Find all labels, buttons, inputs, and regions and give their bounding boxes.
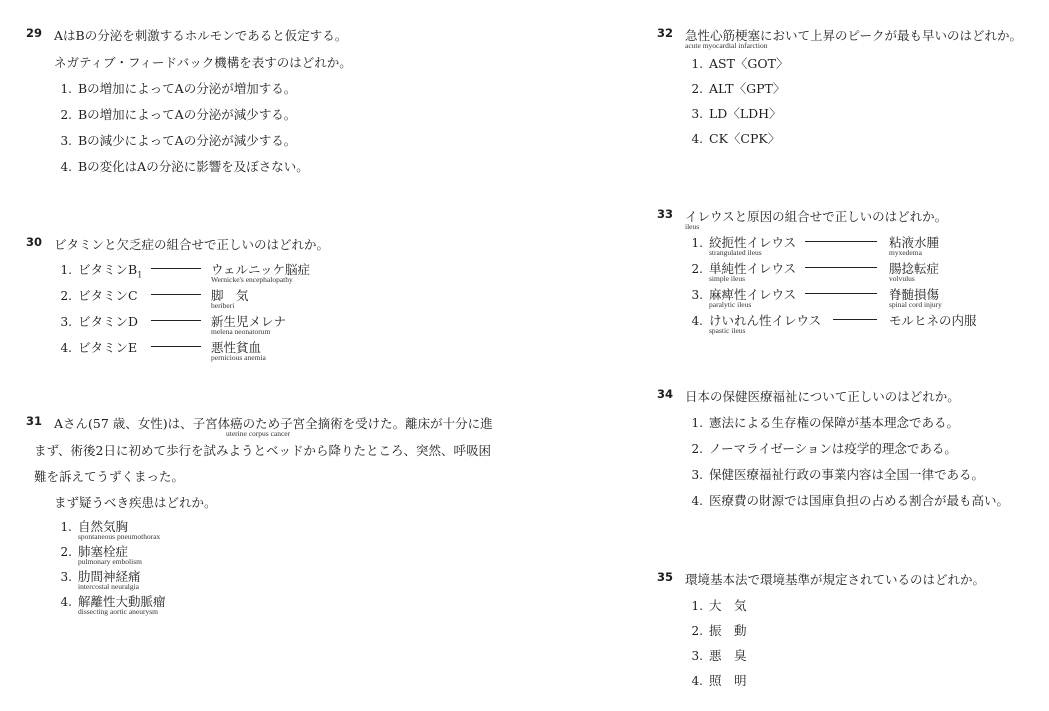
pair-connector: [151, 294, 201, 295]
choice-number: 3.: [691, 649, 703, 663]
choice-gloss: beriberi: [211, 301, 235, 310]
choice-2: [54, 286, 138, 304]
question-number: 31: [26, 414, 43, 428]
choice-number: 2.: [691, 82, 703, 96]
choice-number: 2.: [60, 108, 72, 122]
question-stem: イレウスと原因の組合せで正しいのはどれか。: [685, 209, 948, 224]
choice-text: AST〈GOT〉: [709, 56, 789, 71]
choice-number: 1.: [60, 263, 72, 277]
choice-2: [685, 621, 747, 639]
choice-number: 1.: [691, 236, 703, 250]
choice-4: [54, 338, 137, 356]
term-gloss: uterine corpus cancer: [226, 429, 291, 438]
choice-gloss: melena neonatorum: [211, 327, 271, 336]
choice-right: 悪性貧血: [211, 340, 262, 355]
choice-text: ALT〈GPT〉: [709, 81, 786, 96]
choice-1: [54, 260, 142, 280]
choice-text: CK〈CPK〉: [709, 131, 781, 146]
choice-text: Bの減少によってAの分泌が減少する。: [78, 133, 297, 148]
choice-number: 3.: [60, 315, 72, 329]
pair-connector: [151, 268, 201, 269]
choice-1: [685, 54, 789, 72]
choice-3: [54, 312, 138, 330]
choice-left: ビタミンD: [78, 314, 139, 329]
choice-number: 3.: [60, 570, 72, 584]
choice-gloss: pulmonary embolism: [78, 557, 142, 566]
choice-left-gloss: simple ileus: [709, 274, 746, 283]
choice-number: 4.: [60, 595, 72, 609]
question-number: 34: [657, 387, 674, 401]
choice-number: 2.: [691, 624, 703, 638]
choice-right: 脚 気: [211, 288, 249, 303]
question-number: 33: [657, 207, 674, 221]
choice-right: 脊髄損傷: [889, 287, 940, 302]
choice-number: 4.: [60, 160, 72, 174]
choice-left: 絞扼性イレウス: [709, 235, 797, 250]
question-stem: ビタミンと欠乏症の組合せで正しいのはどれか。: [54, 237, 330, 252]
choice-2: [685, 79, 785, 97]
question-stem: 環境基本法で環境基準が規定されているのはどれか。: [685, 572, 986, 587]
question-number: 35: [657, 570, 674, 584]
term-gloss: acute myocardial infarction: [685, 41, 768, 50]
question-stem: 急性心筋梗塞において上昇のピークが最も早いのはどれか。: [685, 28, 1023, 43]
choice-number: 1.: [60, 520, 72, 534]
choice-3: [685, 104, 782, 122]
choice-number: 1.: [60, 82, 72, 96]
choice-left: ビタミンC: [78, 288, 138, 303]
choice-text: 照 明: [709, 673, 747, 688]
choice-number: 4.: [691, 132, 703, 146]
question-prompt: まず疑うべき疾患はどれか。: [54, 495, 217, 510]
choice-number: 4.: [60, 341, 72, 355]
choice-number: 3.: [691, 468, 703, 482]
choice-3: [685, 646, 747, 664]
choice-right-gloss: volvulus: [889, 274, 915, 283]
choice-text: 憲法による生存権の保障が基本理念である。: [709, 415, 960, 430]
choice-right-gloss: myxedema: [889, 248, 922, 257]
question-number: 32: [657, 26, 674, 40]
choice-gloss: Wernicke's encephalopathy: [211, 275, 293, 284]
choice-4: [685, 491, 1009, 509]
choice-right: 腸捻転症: [889, 261, 940, 276]
choice-number: 4.: [691, 674, 703, 688]
pair-connector: [833, 319, 877, 320]
pair-connector: [805, 241, 877, 242]
choice-text: 大 気: [709, 598, 747, 613]
choice-right: 粘液水腫: [889, 235, 940, 250]
choice-text: 振 動: [709, 623, 747, 638]
question-number: 29: [26, 26, 43, 40]
choice-left: ビタミンB: [78, 262, 138, 277]
pair-connector: [151, 346, 201, 347]
choice-number: 3.: [60, 134, 72, 148]
question-stem-line3: 難を訴えてうずくまった。: [34, 469, 185, 484]
pair-connector: [805, 267, 877, 268]
choice-number: 3.: [691, 107, 703, 121]
choice-right: 新生児メレナ: [211, 314, 287, 329]
choice-number: 2.: [60, 289, 72, 303]
term-gloss: ileus: [685, 222, 700, 231]
choice-text: 医療費の財源では国庫負担の占める割合が最も高い。: [709, 493, 1010, 508]
choice-text: ノーマライゼーションは疫学的理念である。: [709, 441, 957, 456]
choice-4: [685, 671, 747, 689]
choice-gloss: dissecting aortic aneurysm: [78, 607, 158, 616]
choice-number: 1.: [691, 416, 703, 430]
choice-text: 解離性大動脈瘤: [78, 594, 166, 609]
choice-left-gloss: strangulated ileus: [709, 248, 762, 257]
choice-text: Bの増加によってAの分泌が増加する。: [78, 81, 297, 96]
question-stem-line2: まず、術後2日に初めて歩行を試みようとベッドから降りたところ、突然、呼吸困: [34, 443, 491, 458]
choice-number: 4.: [691, 494, 703, 508]
choice-left: けいれん性イレウス: [709, 313, 822, 328]
choice-4: [685, 311, 821, 329]
choice-gloss: spontaneous pneumothorax: [78, 532, 161, 541]
choice-left: 単純性イレウス: [709, 261, 797, 276]
choice-text: 保健医療福祉行政の事業内容は全国一律である。: [709, 467, 985, 482]
choice-number: 2.: [691, 262, 703, 276]
choice-text: 肺塞栓症: [78, 544, 129, 559]
choice-3: [54, 131, 296, 149]
choice-1: [685, 596, 747, 614]
choice-gloss: intercostal neuralgia: [78, 582, 140, 591]
choice-left-gloss: paralytic ileus: [709, 300, 752, 309]
choice-number: 1.: [691, 599, 703, 613]
choice-2: [54, 105, 296, 123]
choice-right-gloss: spinal cord injury: [889, 300, 942, 309]
choice-text: 自然気胸: [78, 519, 129, 534]
choice-right: モルヒネの内服: [889, 313, 977, 328]
choice-1: [685, 413, 959, 431]
choice-4: [685, 129, 780, 147]
choice-number: 1.: [691, 57, 703, 71]
pair-connector: [151, 320, 201, 321]
question-number: 30: [26, 235, 43, 249]
choice-left-gloss: spastic ileus: [709, 326, 746, 335]
choice-number: 2.: [691, 442, 703, 456]
choice-left-subscript: 1: [137, 270, 143, 280]
choice-text: Bの増加によってAの分泌が減少する。: [78, 107, 297, 122]
question-stem: Aさん(57 歳、女性)は、子宮体癌のため子宮全摘術を受けた。離床が十分に進: [54, 416, 493, 431]
choice-left: ビタミンE: [78, 340, 138, 355]
pair-connector: [805, 293, 877, 294]
choice-text: LD〈LDH〉: [709, 106, 782, 121]
choice-text: 悪 臭: [709, 648, 747, 663]
choice-number: 2.: [60, 545, 72, 559]
question-stem-line2: ネガティブ・フィードバック機構を表すのはどれか。: [54, 55, 352, 70]
choice-2: [685, 439, 957, 457]
choice-text: Bの変化はAの分泌に影響を及ぼさない。: [78, 159, 309, 174]
choice-3: [685, 465, 984, 483]
choice-number: 4.: [691, 314, 703, 328]
choice-left: 麻痺性イレウス: [709, 287, 797, 302]
choice-number: 3.: [691, 288, 703, 302]
question-stem: AはBの分泌を刺激するホルモンであると仮定する。: [54, 28, 348, 43]
choice-4: [54, 157, 309, 175]
choice-gloss: pernicious anemia: [211, 353, 266, 362]
question-stem: 日本の保健医療福祉について正しいのはどれか。: [685, 389, 960, 404]
choice-right: ウェルニッケ脳症: [211, 262, 311, 277]
choice-text: 肋間神経痛: [78, 569, 141, 584]
choice-1: [54, 79, 296, 97]
